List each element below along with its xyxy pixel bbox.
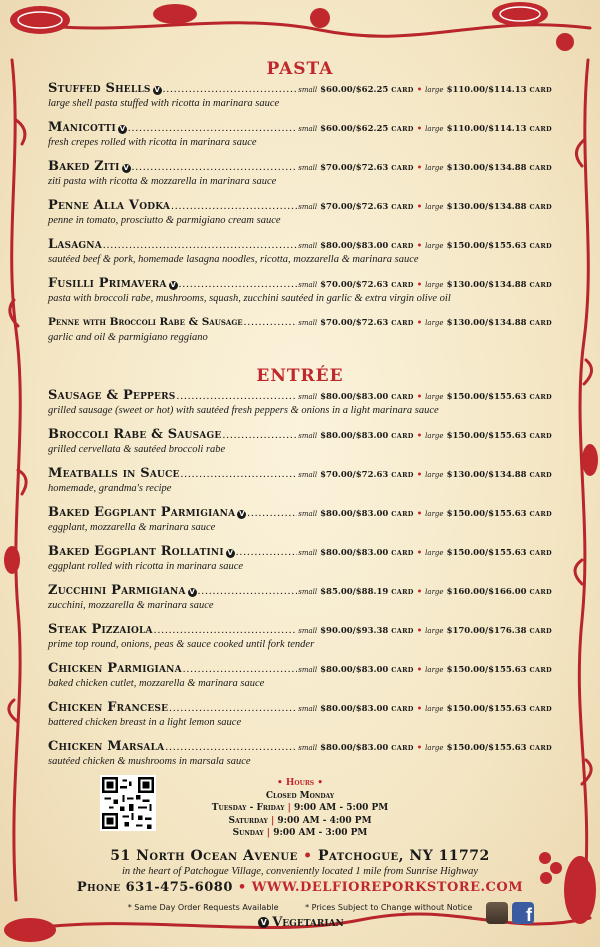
card-label: CARD [391, 164, 414, 172]
menu-item-name: Baked Eggplant Parmigiana [48, 505, 236, 520]
card-label: CARD [391, 627, 414, 635]
leader-dots [171, 198, 297, 215]
same-day-note: * Same Day Order Requests Available [127, 903, 279, 912]
size-large-label: large [425, 319, 444, 327]
card-label: CARD [391, 588, 414, 596]
leader-dots [183, 661, 297, 678]
menu-item-description: ziti pasta with ricotta & mozzarella in marinara sauce [48, 176, 277, 187]
leader-dots [132, 159, 298, 176]
small-price: $80.00/$83.00 [320, 431, 389, 441]
large-price: $150.00/$155.63 [446, 392, 527, 402]
menu-item-row [48, 314, 552, 331]
menu-item-row [48, 158, 552, 175]
facebook-icon[interactable]: f [512, 902, 534, 924]
hours-days: Tuesday - Friday [211, 803, 285, 813]
large-price: $150.00/$155.63 [446, 665, 527, 675]
size-large-label: large [425, 164, 444, 172]
price-separator: • [416, 202, 423, 212]
size-small-label: small [298, 666, 318, 674]
menu-item-row [48, 426, 552, 443]
size-small-label: small [298, 627, 318, 635]
menu-item [48, 275, 552, 314]
price-separator: • [416, 241, 423, 251]
menu-item [48, 426, 552, 465]
menu-item-name: Fusilli Primavera [48, 276, 167, 291]
large-price: $130.00/$134.88 [446, 470, 527, 480]
leader-dots [103, 237, 297, 254]
menu-item-name: Meatballs in Sauce [48, 466, 180, 481]
menu-item-prices [298, 160, 552, 177]
size-large-label: large [425, 510, 444, 518]
leader-dots [154, 622, 297, 639]
large-price: $170.00/$176.38 [446, 626, 527, 636]
menu-item-name: Sausage & Peppers [48, 388, 176, 403]
hours-title: • Hours • [276, 778, 324, 788]
menu-item-row [48, 543, 552, 560]
vegetarian-icon: V [123, 164, 129, 172]
menu-item-row [48, 582, 552, 599]
price-separator: • [416, 163, 423, 173]
menu-item-name: Penne with Broccoli Rabe & Sausage [48, 316, 243, 328]
menu-item-description: prime top round, onions, peas & sauce cooked until fork tender [48, 639, 315, 650]
menu-item [48, 543, 552, 582]
card-label: CARD [529, 281, 552, 289]
menu-item-description: large shell pasta stuffed with ricotta in marinara sauce [48, 98, 280, 109]
vegetarian-icon: V [239, 510, 245, 518]
large-price: $130.00/$134.88 [446, 280, 527, 290]
card-label: CARD [529, 86, 552, 94]
menu-item-name: Zucchini Parmigiana [48, 583, 186, 598]
leader-dots [222, 427, 297, 444]
menu-item-name: Chicken Marsala [48, 739, 165, 754]
card-label: CARD [529, 744, 552, 752]
large-price: $110.00/$114.13 [446, 85, 527, 95]
vegetarian-icon: V [227, 549, 233, 557]
price-separator: • [416, 280, 423, 290]
city-state-zip: Patchogue, NY 11772 [317, 848, 490, 864]
vegetarian-icon: V [189, 588, 195, 596]
qr-code-icon [100, 775, 156, 831]
large-price: $110.00/$114.13 [446, 124, 527, 134]
menu-item-description: grilled cervellata & sautéed broccoli rabe [48, 444, 226, 455]
leader-dots [244, 314, 298, 331]
leader-dots [165, 739, 297, 756]
menu-item-description: homemade, grandma's recipe [48, 483, 172, 494]
menu-item-prices [298, 467, 552, 484]
menu-item-row [48, 275, 552, 292]
street-address: 51 North Ocean Avenue [110, 848, 298, 864]
vegetarian-icon: V [170, 281, 176, 289]
card-label: CARD [529, 319, 552, 327]
menu-item-prices [298, 740, 552, 757]
menu-item [48, 504, 552, 543]
size-small-label: small [298, 471, 318, 479]
menu-item [48, 660, 552, 699]
menu-item-row [48, 504, 552, 521]
hours-closed: Closed Monday [265, 790, 335, 801]
size-large-label: large [425, 549, 444, 557]
instagram-icon[interactable] [486, 902, 508, 924]
card-label: CARD [391, 705, 414, 713]
small-price: $85.00/$88.19 [320, 587, 389, 597]
size-small-label: small [298, 281, 318, 289]
large-price: $130.00/$134.88 [446, 163, 527, 173]
small-price: $70.00/$72.63 [320, 280, 389, 290]
menu-item [48, 387, 552, 426]
menu-item-description: penne in tomato, prosciutto & parmigiano cream sauce [48, 215, 281, 226]
small-price: $70.00/$72.63 [320, 202, 389, 212]
size-large-label: large [425, 744, 444, 752]
section-title: ENTRÉE [256, 366, 344, 386]
menu-item-name: Baked Ziti [48, 159, 120, 174]
size-small-label: small [298, 393, 318, 401]
size-small-label: small [298, 549, 318, 557]
card-label: CARD [529, 666, 552, 674]
leader-dots [169, 700, 297, 717]
contact-line: Phone 631-475-6080 • WWW.DELFIOREPORKSTORE.COM [76, 880, 524, 895]
price-separator: • [416, 743, 423, 753]
price-separator: • [416, 587, 423, 597]
size-small-label: small [298, 86, 318, 94]
leader-dots [179, 276, 298, 293]
menu-item-prices [298, 623, 552, 640]
size-small-label: small [298, 164, 318, 172]
menu-item-description: pasta with broccoli rabe, mushrooms, squash, zucchini sautéed in garlic & extra virgin olive oil [48, 293, 451, 304]
menu-item [48, 465, 552, 504]
hours-days: Sunday [232, 828, 264, 838]
menu-item-name: Chicken Francese [48, 700, 169, 715]
size-large-label: large [425, 471, 444, 479]
card-label: CARD [391, 471, 414, 479]
menu-item-prices [298, 121, 552, 138]
menu-item-description: grilled sausage (sweet or hot) with sautéed fresh peppers & onions in a light marinara sauce [48, 405, 439, 416]
menu-item-description: garlic and oil & parmigiano reggiano [48, 332, 208, 343]
card-label: CARD [391, 242, 414, 250]
small-price: $90.00/$93.38 [320, 626, 389, 636]
small-price: $80.00/$83.00 [320, 509, 389, 519]
size-large-label: large [425, 242, 444, 250]
menu-item [48, 738, 552, 777]
menu-item-row [48, 119, 552, 136]
card-label: CARD [529, 510, 552, 518]
hours-time: 9:00 AM - 5:00 PM [294, 803, 389, 813]
size-small-label: small [298, 705, 318, 713]
menu-item-row [48, 197, 552, 214]
price-separator: • [416, 665, 423, 675]
large-price: $150.00/$155.63 [446, 548, 527, 558]
leader-dots [198, 583, 298, 600]
website-link[interactable]: WWW.DELFIOREPORKSTORE.COM [251, 880, 524, 895]
card-label: CARD [391, 86, 414, 94]
card-label: CARD [529, 393, 552, 401]
small-price: $70.00/$72.63 [320, 318, 389, 328]
vegetarian-icon: V [258, 917, 269, 928]
size-large-label: large [425, 281, 444, 289]
large-price: $130.00/$134.88 [446, 202, 527, 212]
prices-note: * Prices Subject to Change without Notice [305, 903, 473, 912]
hours-row: Sunday | 9:00 AM - 3:00 PM [232, 828, 368, 838]
size-large-label: large [425, 588, 444, 596]
menu-item [48, 119, 552, 158]
size-small-label: small [298, 510, 318, 518]
menu-item-row [48, 699, 552, 716]
menu-item-prices [298, 584, 552, 601]
menu-item-prices [298, 506, 552, 523]
menu-item-description: fresh crepes rolled with ricotta in marinara sauce [48, 137, 257, 148]
size-small-label: small [298, 203, 318, 211]
menu-item-prices [298, 701, 552, 718]
menu-content [48, 58, 552, 777]
size-large-label: large [425, 86, 444, 94]
menu-item-row [48, 738, 552, 755]
price-separator: • [416, 626, 423, 636]
menu-item [48, 582, 552, 621]
vegetarian-legend [0, 915, 600, 930]
menu-item [48, 621, 552, 660]
price-separator: • [416, 318, 423, 328]
menu-item-description: baked chicken cutlet, mozzarella & marinara sauce [48, 678, 265, 689]
size-large-label: large [425, 432, 444, 440]
menu-item-prices [298, 82, 552, 99]
price-separator: • [416, 85, 423, 95]
menu-item-description: eggplant, mozzarella & marinara sauce [48, 522, 216, 533]
menu-item [48, 80, 552, 119]
menu-item [48, 158, 552, 197]
menu-item-prices [298, 662, 552, 679]
menu-item-row [48, 80, 552, 97]
hours-days: Saturday [228, 815, 268, 826]
order-notes [0, 903, 600, 912]
card-label: CARD [391, 549, 414, 557]
card-label: CARD [391, 744, 414, 752]
small-price: $80.00/$83.00 [320, 704, 389, 714]
leader-dots [176, 388, 297, 405]
leader-dots [247, 505, 297, 522]
hours-row: Tuesday - Friday | 9:00 AM - 5:00 PM [211, 803, 389, 813]
small-price: $80.00/$83.00 [320, 665, 389, 675]
small-price: $80.00/$83.00 [320, 392, 389, 402]
store-address: 51 North Ocean Avenue • Patchogue, NY 11772 [110, 848, 490, 864]
hours-row: Saturday | 9:00 AM - 4:00 PM [228, 815, 372, 826]
phone-number[interactable]: Phone 631-475-6080 [76, 880, 233, 895]
leader-dots [163, 81, 298, 98]
menu-item-row [48, 387, 552, 404]
menu-item [48, 197, 552, 236]
price-separator: • [416, 548, 423, 558]
menu-item-row [48, 660, 552, 677]
small-price: $80.00/$83.00 [320, 548, 389, 558]
hours-time: 9:00 AM - 4:00 PM [277, 815, 372, 826]
small-price: $80.00/$83.00 [320, 241, 389, 251]
card-label: CARD [391, 666, 414, 674]
menu-item-name: Penne Alla Vodka [48, 198, 171, 213]
menu-sections [48, 58, 552, 777]
card-label: CARD [529, 549, 552, 557]
menu-item-description: sautéed chicken & mushrooms in marsala sauce [48, 756, 251, 767]
size-large-label: large [425, 627, 444, 635]
leader-dots [236, 544, 298, 561]
size-small-label: small [298, 242, 318, 250]
size-large-label: large [425, 203, 444, 211]
menu-item-row [48, 465, 552, 482]
section-gap [48, 353, 552, 365]
card-label: CARD [529, 627, 552, 635]
hours-block [190, 777, 410, 840]
card-label: CARD [391, 281, 414, 289]
menu-item-name: Lasagna [48, 237, 102, 252]
price-separator: • [416, 470, 423, 480]
small-price: $70.00/$72.63 [320, 163, 389, 173]
card-label: CARD [391, 510, 414, 518]
menu-item-prices [298, 315, 552, 332]
small-price: $60.00/$62.25 [320, 124, 389, 134]
card-label: CARD [529, 125, 552, 133]
vegetarian-icon: V [119, 125, 126, 133]
leader-dots [181, 466, 298, 483]
large-price: $150.00/$155.63 [446, 743, 527, 753]
vegetarian-icon: V [154, 86, 160, 94]
small-price: $80.00/$83.00 [320, 743, 389, 753]
menu-item-name: Steak Pizzaiola [48, 622, 153, 637]
card-label: CARD [529, 164, 552, 172]
small-price: $70.00/$72.63 [320, 470, 389, 480]
menu-item [48, 236, 552, 275]
card-label: CARD [529, 242, 552, 250]
price-separator: • [416, 392, 423, 402]
menu-item-row [48, 236, 552, 253]
card-label: CARD [529, 203, 552, 211]
large-price: $150.00/$155.63 [446, 509, 527, 519]
menu-item [48, 314, 552, 353]
card-label: CARD [391, 432, 414, 440]
menu-item-name: Broccoli Rabe & Sausage [48, 427, 222, 442]
size-large-label: large [425, 705, 444, 713]
size-large-label: large [425, 666, 444, 674]
section-title: PASTA [266, 59, 334, 79]
card-label: CARD [391, 319, 414, 327]
menu-item-row [48, 621, 552, 638]
card-label: CARD [529, 705, 552, 713]
large-price: $130.00/$134.88 [446, 318, 527, 328]
price-separator: • [416, 704, 423, 714]
menu-item-prices [298, 545, 552, 562]
card-label: CARD [529, 471, 552, 479]
large-price: $150.00/$155.63 [446, 431, 527, 441]
price-separator: • [416, 124, 423, 134]
vegetarian-label: Vegetarian [272, 915, 344, 930]
menu-item [48, 699, 552, 738]
size-small-label: small [298, 744, 318, 752]
size-large-label: large [425, 393, 444, 401]
menu-item-prices [298, 428, 552, 445]
large-price: $150.00/$155.63 [446, 241, 527, 251]
large-price: $160.00/$166.00 [446, 587, 527, 597]
menu-item-name: Manicotti [48, 120, 116, 135]
menu-item-description: sautéed beef & pork, homemade lasagna noodles, ricotta, mozzarella & marinara sauce [48, 254, 419, 265]
location-tagline: in the heart of Patchogue Village, conveniently located 1 mile from Sunrise Highway [121, 866, 479, 877]
size-small-label: small [298, 432, 318, 440]
price-separator: • [416, 509, 423, 519]
size-small-label: small [298, 319, 318, 327]
card-label: CARD [529, 588, 552, 596]
menu-item-description: eggplant rolled with ricotta in marinara sauce [48, 561, 244, 572]
menu-item-description: zucchini, mozzarella & marinara sauce [48, 600, 214, 611]
price-separator: • [416, 431, 423, 441]
hours-time: 9:00 AM - 3:00 PM [273, 828, 368, 838]
menu-item-description: battered chicken breast in a light lemon sauce [48, 717, 242, 728]
card-label: CARD [391, 203, 414, 211]
menu-item-prices [298, 199, 552, 216]
card-label: CARD [391, 393, 414, 401]
leader-dots [128, 120, 297, 137]
size-small-label: small [298, 125, 318, 133]
card-label: CARD [529, 432, 552, 440]
small-price: $60.00/$62.25 [320, 85, 389, 95]
menu-item-name: Chicken Parmigiana [48, 661, 182, 676]
size-small-label: small [298, 588, 318, 596]
large-price: $150.00/$155.63 [446, 704, 527, 714]
card-label: CARD [391, 125, 414, 133]
size-large-label: large [425, 125, 444, 133]
menu-item-name: Stuffed Shells [48, 81, 151, 96]
menu-item-name: Baked Eggplant Rollatini [48, 544, 224, 559]
